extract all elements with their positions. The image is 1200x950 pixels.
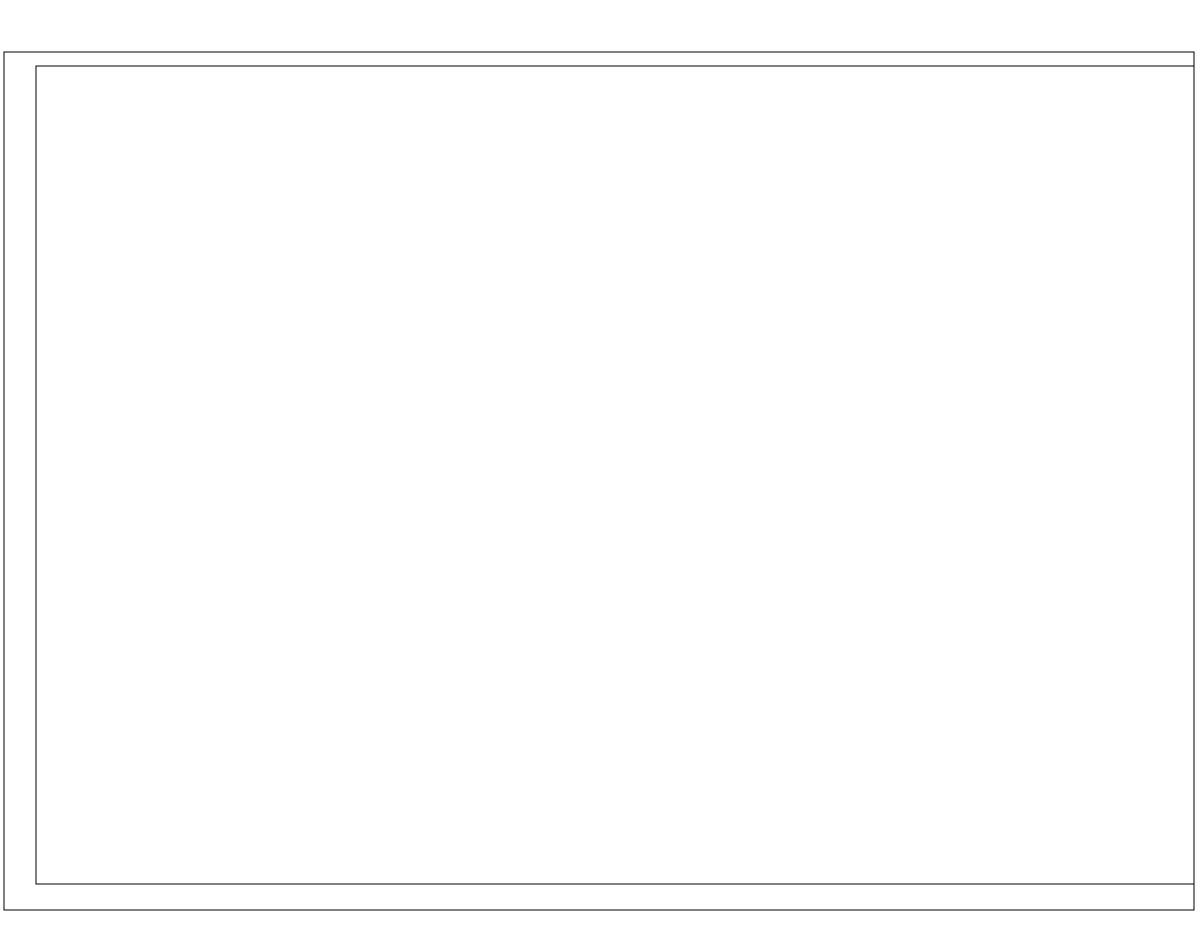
outer-border — [4, 52, 1194, 910]
inner-border — [36, 66, 1194, 884]
